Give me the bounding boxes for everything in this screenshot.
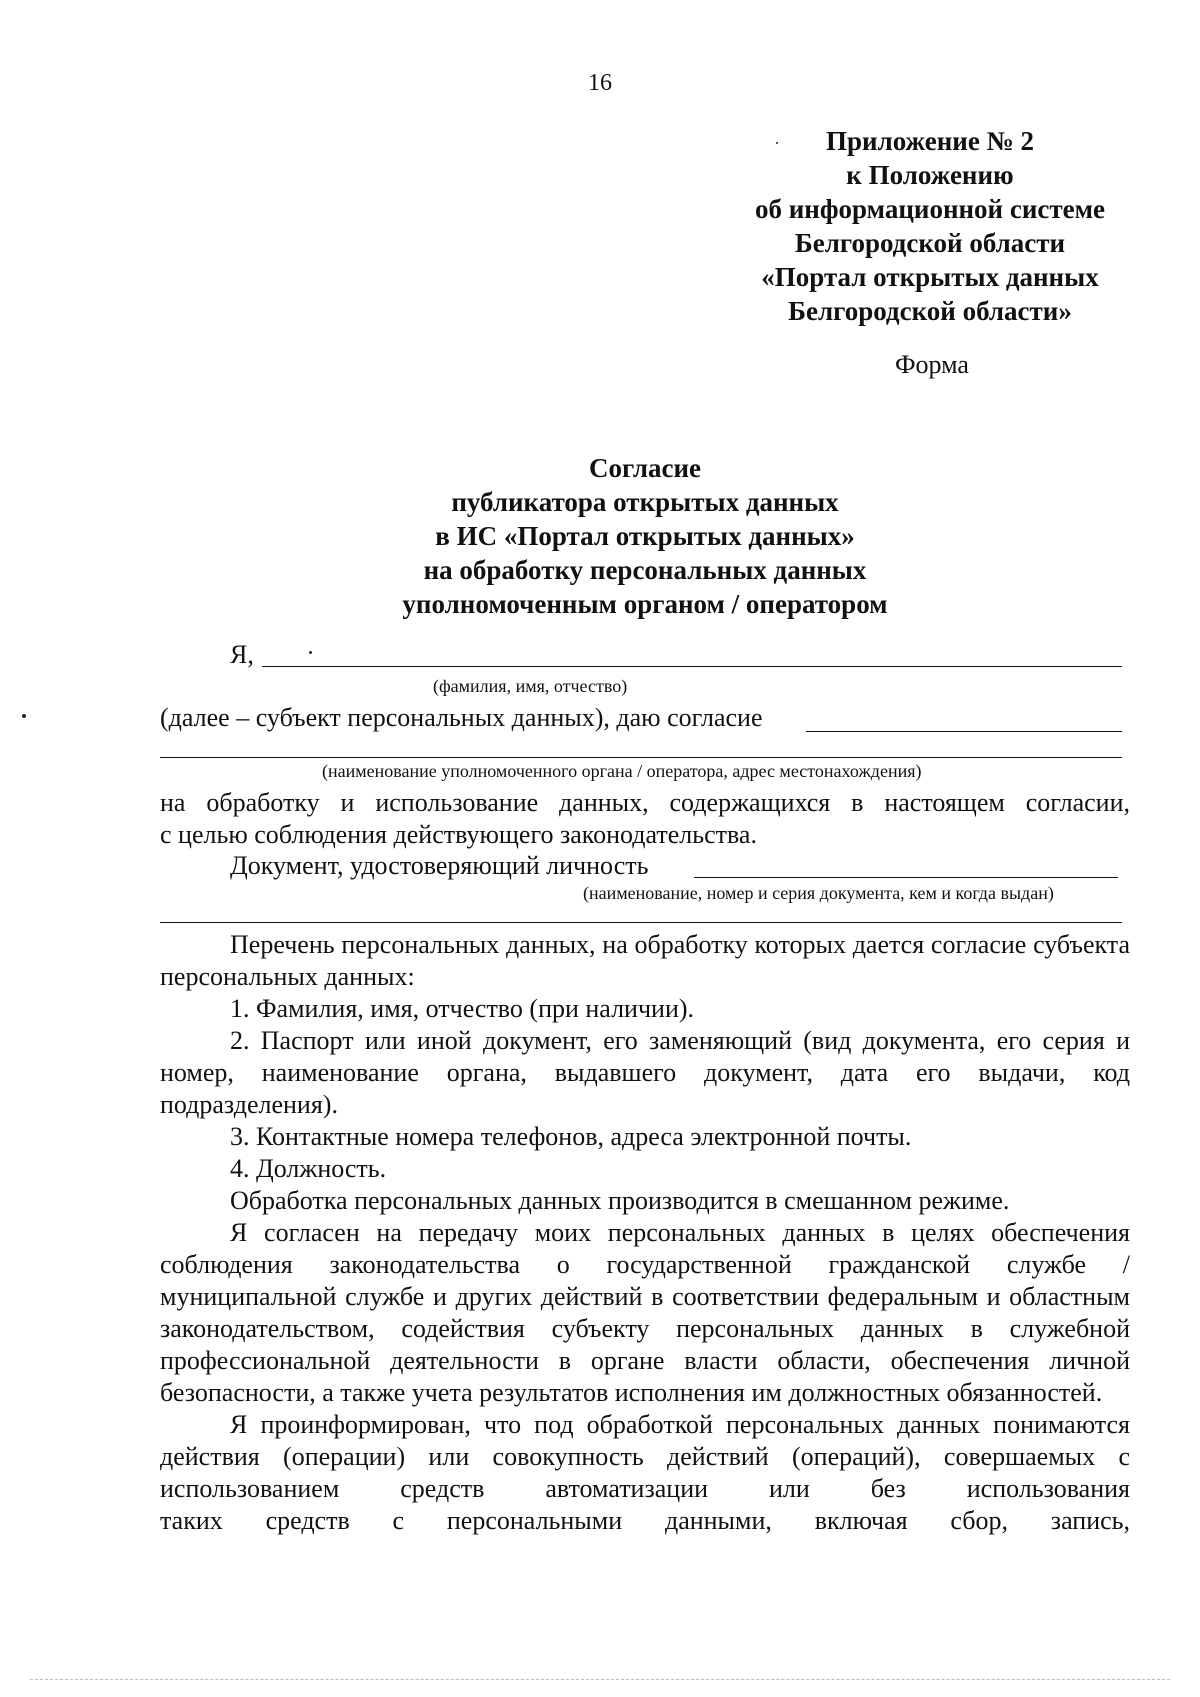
appendix-line: Белгородской области»: [788, 296, 1072, 326]
title-line: публикатора открытых данных: [451, 487, 839, 517]
document-title: [160, 451, 1130, 621]
id-document-label: Документ, удостоверяющий личность: [230, 851, 649, 880]
fio-blank-line[interactable]: [262, 666, 1122, 667]
operator-blank-line-1[interactable]: [806, 731, 1122, 732]
consent-paragraph: Я согласен на передачу моих персональных данных в целях обеспечения соблюдения законодательства о государственной гражданской службе / муниципальной службе и других действий в соответствии федеральным и областным законодательством, содействия субъекту персональных данных в служебной профессиональной деятельности в органе власти области, обеспечения личной безопасности, а также учета результатов исполнения им должностных обязанностей.: [160, 1218, 1130, 1407]
fio-caption: (фамилия, имя, отчество): [433, 676, 628, 696]
id-document-blank-line[interactable]: [694, 877, 1118, 878]
scan-speck: [776, 142, 778, 144]
subject-line-text: (далее – субъект персональных данных), даю согласие: [160, 703, 763, 732]
page-number: 16: [588, 70, 612, 96]
purpose-block: [160, 787, 1130, 851]
i-prefix: Я,: [230, 640, 254, 669]
purpose-line-1: на обработку и использование данных, содержащихся в настоящем согласии,: [160, 788, 1130, 817]
appendix-line: к Положению: [846, 160, 1014, 190]
appendix-line: Приложение № 2: [826, 126, 1034, 156]
appendix-line: об информационной системе: [754, 194, 1106, 224]
scan-speck: [22, 714, 26, 718]
appendix-heading: [690, 124, 1170, 328]
purpose-line-2: с целью соблюдения действующего законодательства.: [160, 820, 757, 849]
appendix-line: «Портал открытых данных: [761, 262, 1099, 292]
main-body: [160, 929, 1130, 1537]
id-document-blank-line-2[interactable]: [160, 922, 1122, 923]
form-label: Форма: [895, 350, 969, 379]
appendix-line: Белгородской области: [794, 228, 1066, 258]
operator-caption: (наименование уполномоченного органа / оператора, адрес местонахождения): [322, 761, 922, 781]
operator-blank-line-2[interactable]: [160, 757, 1122, 758]
informed-paragraph: Я проинформирован, что под обработкой персональных данных понимаются действия (операции) или совокупность действий (операций), совершаемых с использованием средств автоматизации или без использования: [160, 1410, 1130, 1503]
scan-speck: [309, 651, 312, 654]
scan-bottom-edge: [30, 1679, 1170, 1680]
list-item: 3. Контактные номера телефонов, адреса электронной почты.: [230, 1122, 912, 1151]
mixed-mode-paragraph: Обработка персональных данных производится в смешанном режиме.: [230, 1186, 1010, 1215]
title-line: Согласие: [588, 453, 702, 483]
title-line: в ИС «Портал открытых данных»: [435, 521, 855, 551]
list-item: 4. Должность.: [230, 1154, 387, 1183]
id-document-caption: (наименование, номер и серия документа, кем и когда выдан): [583, 883, 1054, 903]
list-item: 2. Паспорт или иной документ, его заменяющий (вид документа, его серия и номер, наименование органа, выдавшего документ, дата его выдачи, код подразделения).: [160, 1026, 1130, 1119]
list-intro: Перечень персональных данных, на обработку которых дается согласие субъекта персональных данных:: [160, 930, 1130, 991]
title-line: уполномоченным органом / оператором: [402, 589, 888, 619]
title-line: на обработку персональных данных: [423, 555, 867, 585]
last-line: таких средств с персональными данными, включая сбор, запись,: [160, 1506, 1130, 1535]
list-item: 1. Фамилия, имя, отчество (при наличии).: [230, 994, 695, 1023]
